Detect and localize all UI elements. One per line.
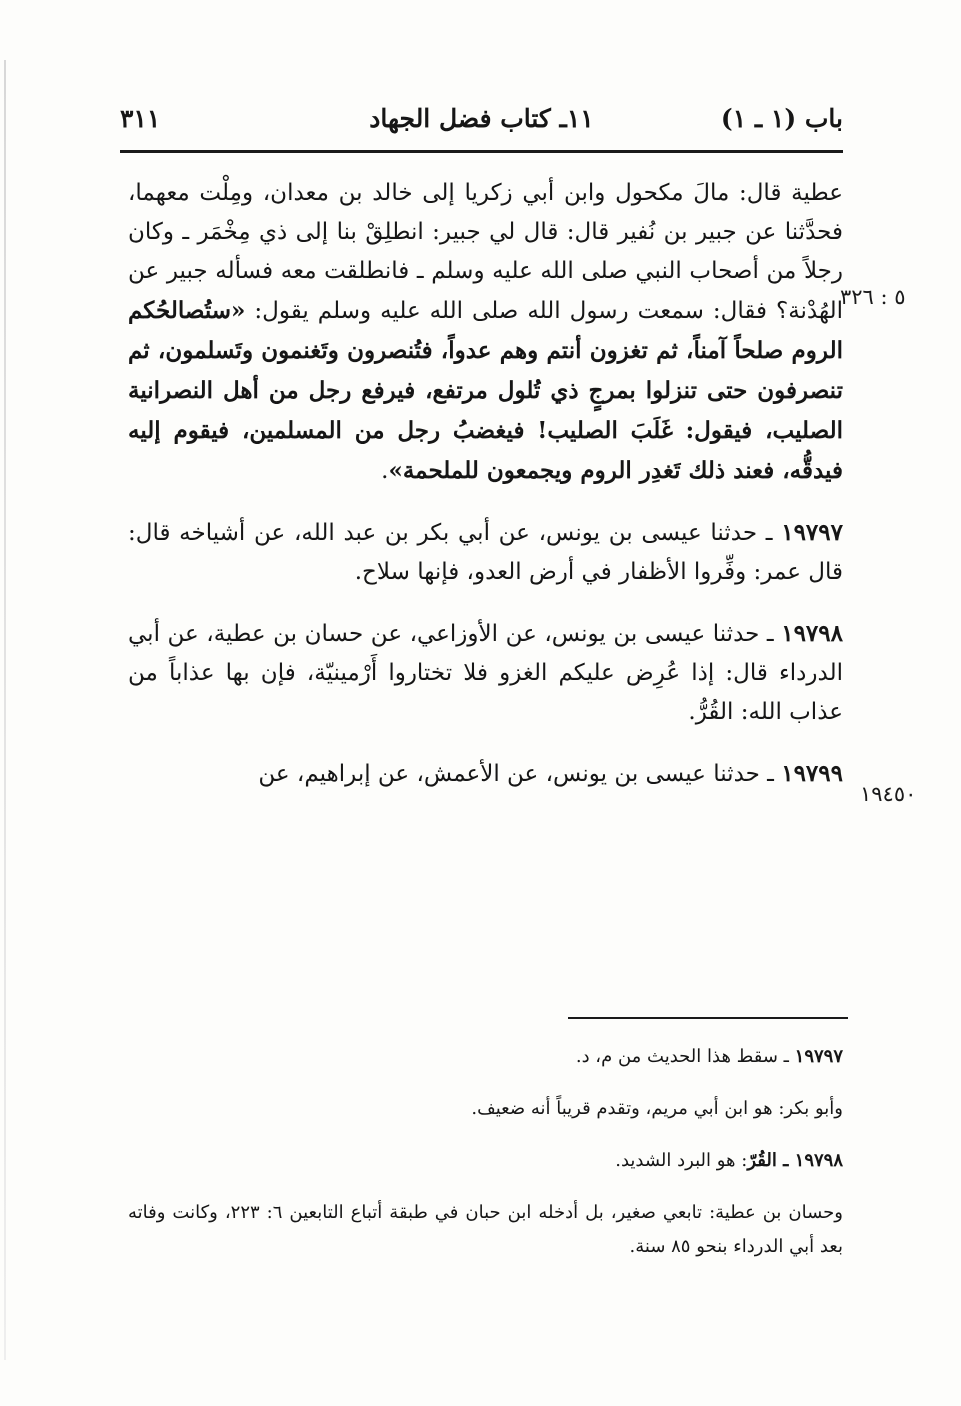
footnote-number: ١٩٧٩٧	[794, 1046, 843, 1067]
footnote-3	[128, 1144, 843, 1178]
footnote-number: ١٩٧٩٨	[794, 1150, 843, 1171]
footnote-4	[128, 1196, 843, 1264]
hadith-number: ١٩٧٩٨	[781, 620, 843, 647]
narration-chain: عطية قال: مالَ مكحول وابن أبي زكريا إلى خالد بن معدان، ومِلْت معهما، فحدَّثنا عن جبير بن نُفير قال: قال لي جبير: انطلِقْ بنا إلى ذي مِخْمَر ـ وكان رجلاً من أصحاب النبي صلى الله عليه وسلم ـ فانطلقت معه فسأله جبير عن الهُدْنة؟ فقال: سمعت رسول الله صلى الله عليه وسلم يقول:	[128, 180, 843, 324]
book-title: ١١ـ كتاب فضل الجهاد	[369, 104, 594, 133]
chapter-label: باب (١ ـ ١)	[720, 104, 843, 133]
footnote-text: : هو البرد الشديد.	[615, 1150, 748, 1171]
hadith-number: ١٩٧٩٩	[781, 760, 843, 787]
hadith-entry-19797	[128, 513, 843, 592]
footnotes	[128, 1040, 843, 1282]
main-text	[128, 174, 843, 794]
hadith-text: ـ حدثنا عيسى بن يونس، عن الأوزاعي، عن حسان بن عطية، عن أبي الدرداء قال: إذا عُرِض عليكم الغزو فلا تختاروا أَرْمينيّة، فإن بها عذاباً من عذاب الله: القُرُّ.	[128, 621, 843, 725]
margin-reference-volume-page: ٥ : ٣٢٦	[840, 285, 906, 309]
footnote-text: وأبو بكر: هو ابن أبي مريم، وتقدم قريباً أنه ضعيف.	[471, 1098, 843, 1119]
paragraph-end: .	[381, 458, 389, 484]
footnote-rule	[568, 1017, 848, 1019]
hadith-text: ـ حدثنا عيسى بن يونس، عن الأعمش، عن إبراهيم، عن	[258, 761, 782, 787]
footnote-text: وحسان بن عطية: تابعي صغير، بل أدخله ابن حبان في طبقة أتباع التابعين ٦: ٢٢٣، وكانت وفاته بعد أبي الدرداء بنحو ٨٥ سنة.	[128, 1202, 843, 1257]
hadith-entry-19798	[128, 614, 843, 732]
hadith-quote: «ستُصالحُكم الروم صلحاً آمناً، ثم تغزون أنتم وهم عدواً، فتُنصرون وتَغنمون وتَسلمون، ثم تنصرفون حتى تنزلوا بمرجٍ ذي تُلول مرتفع، فيرفع رجل من أهل النصرانية الصليب، فيقول: غَلَبَ الصليب! فيغضبُ رجل من المسلمين، فيقوم إليه فيدقُّه، فعند ذلك تَغدِر الروم ويجمعون للملحمة»	[128, 297, 843, 484]
margin-reference-number: ١٩٤٥٠	[860, 782, 917, 806]
scan-edge-shadow	[4, 60, 6, 1360]
hadith-continuation-paragraph	[128, 174, 843, 491]
running-header	[120, 98, 843, 150]
footnote-text: ـ سقط هذا الحديث من م، د.	[575, 1046, 795, 1067]
page-number: ٣١١	[120, 104, 161, 133]
hadith-text: ـ حدثنا عيسى بن يونس، عن أبي بكر بن عبد الله، عن أشياخه قال: قال عمر: وفِّروا الأظفار في أرض العدو، فإنها سلاح.	[128, 520, 843, 585]
header-rule	[120, 150, 843, 153]
footnote-1	[128, 1040, 843, 1074]
hadith-entry-19799	[128, 754, 843, 794]
footnote-2	[128, 1092, 843, 1126]
footnote-term: ـ القُرّ	[747, 1150, 795, 1171]
hadith-number: ١٩٧٩٧	[781, 519, 843, 546]
